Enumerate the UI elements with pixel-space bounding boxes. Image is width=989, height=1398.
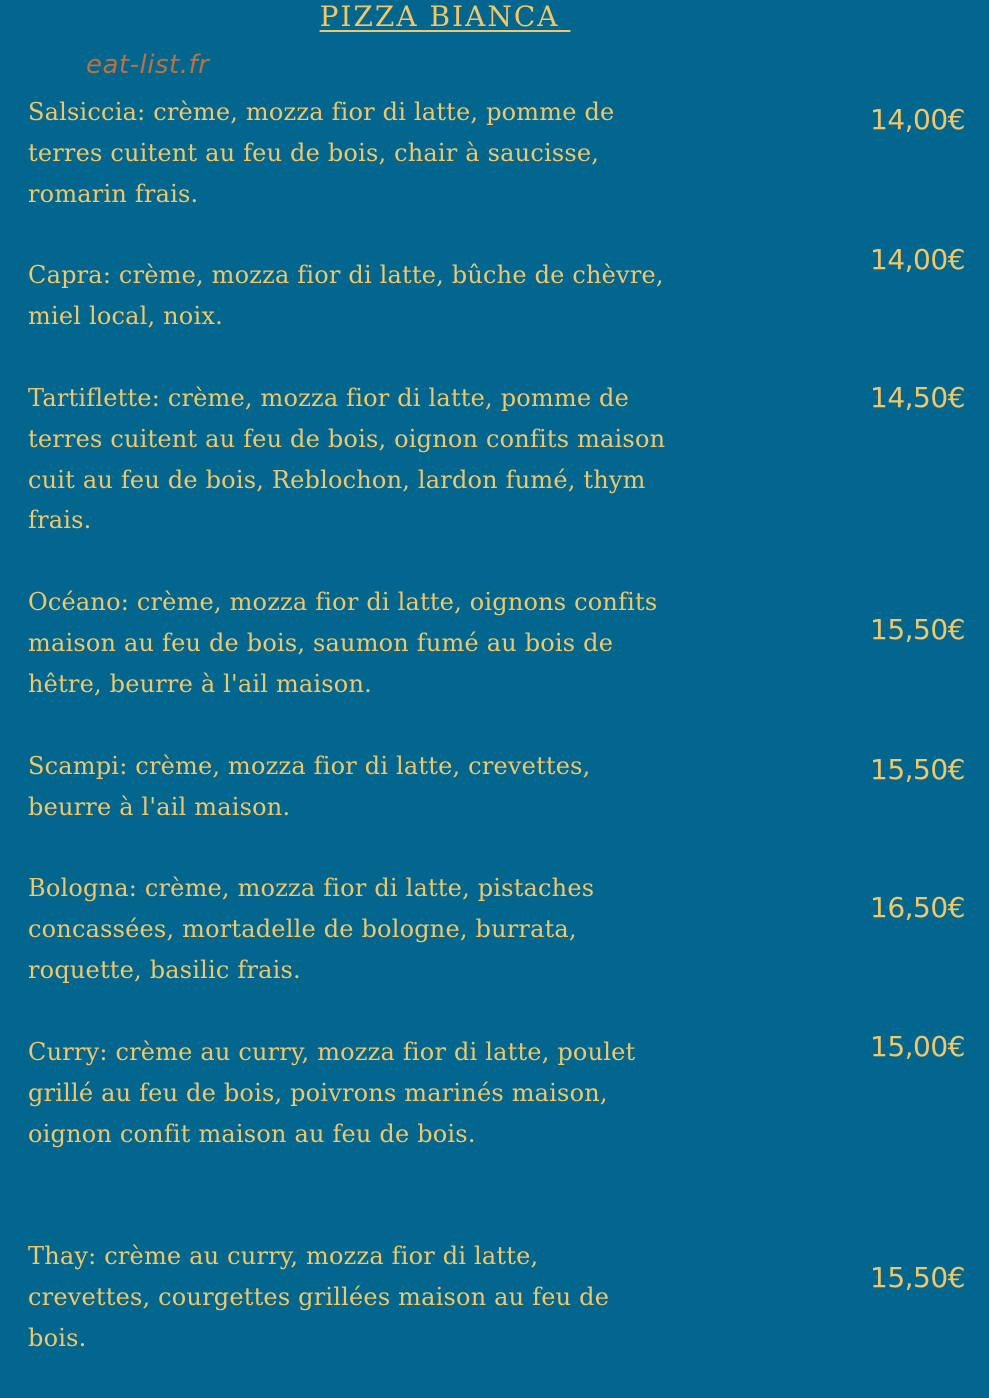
menu-item-capra (28, 243, 968, 337)
item-price: 15,00€ (870, 1030, 965, 1063)
item-description: Thay: crème au curry, mozza fior di latte, crevettes, courgettes grillées maison au feu de bois. (28, 1242, 610, 1352)
item-description: Capra: crème, mozza fior di latte, bûche de chèvre, miel local, noix. (28, 261, 664, 330)
menu-item-salsiccia (28, 92, 968, 214)
item-description: Bologna: crème, mozza fior di latte, pistaches concassées, mortadelle de bologne, burrata, roquette, basilic frais. (28, 874, 595, 984)
menu-item-bologna (28, 868, 968, 990)
item-description: Curry: crème au curry, mozza fior di latte, poulet grillé au feu de bois, poivrons marinés maison, oignon confit maison au feu de bois. (28, 1038, 636, 1148)
item-description: Scampi: crème, mozza fior di latte, crevettes, beurre à l'ail maison. (28, 752, 591, 821)
item-description: Tartiflette: crème, mozza fior di latte, pomme de terres cuitent au feu de bois, oignon confits maison cuit au feu de bois, Reblochon, lardon fumé, thym frais. (28, 384, 666, 535)
menu-item-tartiflette (28, 378, 968, 541)
menu-title: PIZZA BIANCA (319, 0, 571, 33)
item-price: 15,50€ (870, 1261, 965, 1294)
item-price: 14,00€ (870, 103, 965, 136)
item-price: 15,50€ (870, 753, 965, 786)
item-description: Océano: crème, mozza fior di latte, oignons confits maison au feu de bois, saumon fumé au bois de hêtre, beurre à l'ail maison. (28, 588, 658, 698)
item-price: 14,50€ (870, 381, 965, 414)
item-price: 16,50€ (870, 891, 965, 924)
item-price: 15,50€ (870, 613, 965, 646)
watermark: eat-list.fr (86, 50, 210, 80)
item-description: Salsiccia: crème, mozza fior di latte, pomme de terres cuitent au feu de bois, chair à saucisse, romarin frais. (28, 98, 615, 208)
item-price: 14,00€ (870, 243, 965, 276)
menu-item-curry (28, 1032, 968, 1154)
menu-item-oceano (28, 582, 968, 704)
menu-item-thay (28, 1236, 968, 1358)
menu-item-scampi (28, 746, 968, 828)
